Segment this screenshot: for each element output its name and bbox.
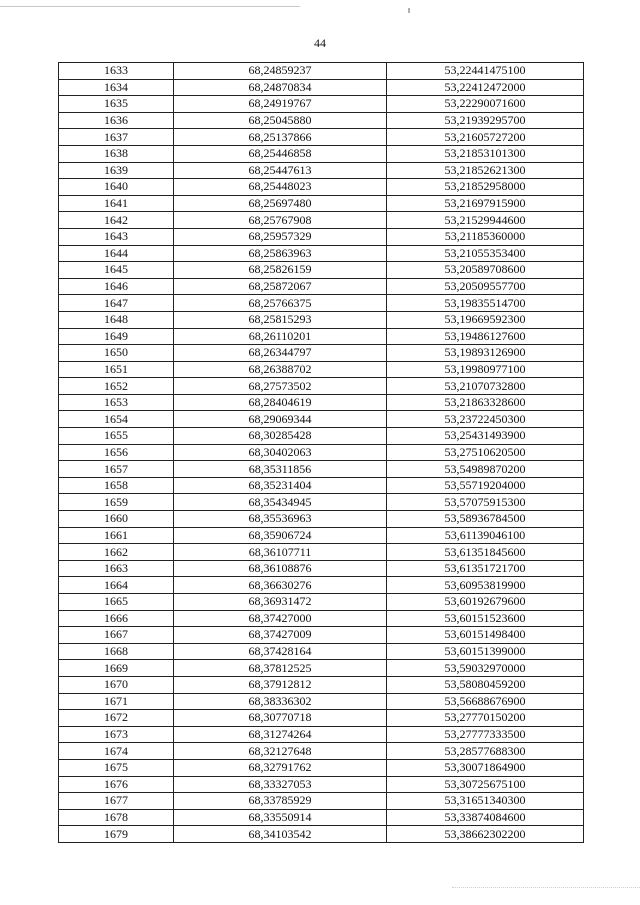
table-row [59,544,584,561]
table-row [59,311,584,328]
coordinate-x-cell: 68,30402063 [174,444,387,461]
table-row [59,710,584,727]
coordinate-x-cell: 68,24919767 [174,96,387,113]
point-number-cell: 1658 [59,477,174,494]
table-row [59,228,584,245]
table-row [59,212,584,229]
table-row [59,411,584,428]
point-number-cell: 1669 [59,660,174,677]
coordinates-table [58,62,584,843]
coordinate-x-cell: 68,25446858 [174,145,387,162]
table-row [59,444,584,461]
table-row [59,477,584,494]
coordinate-x-cell: 68,26388702 [174,361,387,378]
coordinate-y-cell: 53,21055353400 [387,245,584,262]
coordinate-y-cell: 53,27777333500 [387,726,584,743]
coordinate-y-cell: 53,22412472000 [387,79,584,96]
point-number-cell: 1638 [59,145,174,162]
coordinate-y-cell: 53,55719204000 [387,477,584,494]
table-row [59,394,584,411]
table-row [59,726,584,743]
coordinate-y-cell: 53,28577688300 [387,743,584,760]
coordinate-x-cell: 68,25766375 [174,295,387,312]
table-row [59,145,584,162]
coordinate-x-cell: 68,25863963 [174,245,387,262]
coordinate-y-cell: 53,61351845600 [387,544,584,561]
point-number-cell: 1670 [59,676,174,693]
coordinate-x-cell: 68,25815293 [174,311,387,328]
point-number-cell: 1647 [59,295,174,312]
table-row [59,660,584,677]
coordinate-y-cell: 53,60151523600 [387,610,584,627]
coordinate-y-cell: 53,21939295700 [387,112,584,129]
coordinate-x-cell: 68,36931472 [174,594,387,611]
coordinate-x-cell: 68,36630276 [174,577,387,594]
point-number-cell: 1675 [59,759,174,776]
point-number-cell: 1666 [59,610,174,627]
point-number-cell: 1665 [59,594,174,611]
table-row [59,328,584,345]
point-number-cell: 1664 [59,577,174,594]
coordinate-y-cell: 53,30725675100 [387,776,584,793]
coordinate-y-cell: 53,21863328600 [387,394,584,411]
coordinate-y-cell: 53,21529944600 [387,212,584,229]
point-number-cell: 1641 [59,195,174,212]
coordinate-y-cell: 53,19893126900 [387,345,584,362]
coordinate-x-cell: 68,36108876 [174,560,387,577]
coordinate-y-cell: 53,58936784500 [387,511,584,528]
coordinates-table-body [59,63,584,843]
coordinate-y-cell: 53,61139046100 [387,527,584,544]
coordinate-x-cell: 68,37428164 [174,643,387,660]
table-row [59,361,584,378]
coordinate-x-cell: 68,30285428 [174,428,387,445]
coordinate-x-cell: 68,36107711 [174,544,387,561]
point-number-cell: 1637 [59,129,174,146]
coordinate-y-cell: 53,59032970000 [387,660,584,677]
coordinate-y-cell: 53,19835514700 [387,295,584,312]
table-row [59,793,584,810]
point-number-cell: 1673 [59,726,174,743]
coordinate-y-cell: 53,21605727200 [387,129,584,146]
point-number-cell: 1677 [59,793,174,810]
coordinate-x-cell: 68,38336302 [174,693,387,710]
point-number-cell: 1679 [59,826,174,843]
point-number-cell: 1676 [59,776,174,793]
coordinate-y-cell: 53,20509557700 [387,278,584,295]
coordinate-x-cell: 68,25957329 [174,228,387,245]
coordinate-y-cell: 53,27770150200 [387,710,584,727]
coordinate-y-cell: 53,21852621300 [387,162,584,179]
coordinate-y-cell: 53,22290071600 [387,96,584,113]
table-row [59,759,584,776]
point-number-cell: 1633 [59,63,174,80]
table-row [59,743,584,760]
point-number-cell: 1659 [59,494,174,511]
table-row [59,245,584,262]
coordinate-y-cell: 53,19669592300 [387,311,584,328]
point-number-cell: 1636 [59,112,174,129]
point-number-cell: 1655 [59,428,174,445]
point-number-cell: 1653 [59,394,174,411]
table-row [59,278,584,295]
coordinate-x-cell: 68,35906724 [174,527,387,544]
coordinate-y-cell: 53,60953819900 [387,577,584,594]
point-number-cell: 1660 [59,511,174,528]
coordinate-x-cell: 68,32791762 [174,759,387,776]
coordinate-x-cell: 68,25045880 [174,112,387,129]
table-row [59,627,584,644]
coordinate-x-cell: 68,29069344 [174,411,387,428]
table-row [59,129,584,146]
table-row [59,594,584,611]
table-row [59,610,584,627]
point-number-cell: 1640 [59,179,174,196]
coordinate-x-cell: 68,30770718 [174,710,387,727]
table-row [59,345,584,362]
point-number-cell: 1671 [59,693,174,710]
coordinate-y-cell: 53,30071864900 [387,759,584,776]
coordinate-y-cell: 53,60192679600 [387,594,584,611]
table-row [59,112,584,129]
point-number-cell: 1663 [59,560,174,577]
point-number-cell: 1634 [59,79,174,96]
point-number-cell: 1649 [59,328,174,345]
coordinate-y-cell: 53,27510620500 [387,444,584,461]
coordinate-x-cell: 68,24870834 [174,79,387,96]
table-row [59,428,584,445]
point-number-cell: 1635 [59,96,174,113]
scan-mark [408,8,410,13]
coordinate-x-cell: 68,26344797 [174,345,387,362]
coordinate-x-cell: 68,28404619 [174,394,387,411]
table-row [59,378,584,395]
coordinate-y-cell: 53,57075915300 [387,494,584,511]
table-row [59,494,584,511]
point-number-cell: 1662 [59,544,174,561]
point-number-cell: 1652 [59,378,174,395]
point-number-cell: 1672 [59,710,174,727]
coordinate-y-cell: 53,19486127600 [387,328,584,345]
coordinate-x-cell: 68,25872067 [174,278,387,295]
point-number-cell: 1668 [59,643,174,660]
coordinate-x-cell: 68,37812525 [174,660,387,677]
coordinate-y-cell: 53,31651340300 [387,793,584,810]
point-number-cell: 1644 [59,245,174,262]
point-number-cell: 1646 [59,278,174,295]
table-row [59,511,584,528]
coordinate-y-cell: 53,21185360000 [387,228,584,245]
table-row [59,63,584,80]
coordinate-x-cell: 68,27573502 [174,378,387,395]
point-number-cell: 1657 [59,461,174,478]
coordinate-x-cell: 68,25826159 [174,262,387,279]
coordinate-y-cell: 53,21697915900 [387,195,584,212]
coordinate-x-cell: 68,25447613 [174,162,387,179]
table-row [59,560,584,577]
coordinate-y-cell: 53,22441475100 [387,63,584,80]
coordinate-y-cell: 53,20589708600 [387,262,584,279]
coordinate-y-cell: 53,21853101300 [387,145,584,162]
coordinate-x-cell: 68,34103542 [174,826,387,843]
table-row [59,826,584,843]
point-number-cell: 1645 [59,262,174,279]
table-row [59,262,584,279]
coordinate-x-cell: 68,25448023 [174,179,387,196]
table-row [59,776,584,793]
coordinate-x-cell: 68,33550914 [174,809,387,826]
point-number-cell: 1656 [59,444,174,461]
coordinate-y-cell: 53,61351721700 [387,560,584,577]
coordinate-x-cell: 68,33785929 [174,793,387,810]
point-number-cell: 1650 [59,345,174,362]
point-number-cell: 1654 [59,411,174,428]
coordinate-y-cell: 53,21852958000 [387,179,584,196]
table-row [59,179,584,196]
table-row [59,676,584,693]
table-row [59,693,584,710]
coordinate-y-cell: 53,38662302200 [387,826,584,843]
coordinate-y-cell: 53,21070732800 [387,378,584,395]
coordinate-x-cell: 68,26110201 [174,328,387,345]
coordinate-y-cell: 53,33874084600 [387,809,584,826]
scan-edge-line [0,6,300,7]
point-number-cell: 1639 [59,162,174,179]
coordinate-x-cell: 68,32127648 [174,743,387,760]
coordinate-x-cell: 68,25137866 [174,129,387,146]
coordinate-y-cell: 53,56688676900 [387,693,584,710]
table-row [59,96,584,113]
table-row [59,79,584,96]
point-number-cell: 1667 [59,627,174,644]
coordinate-x-cell: 68,37427009 [174,627,387,644]
point-number-cell: 1678 [59,809,174,826]
table-row [59,577,584,594]
point-number-cell: 1661 [59,527,174,544]
table-row [59,809,584,826]
point-number-cell: 1642 [59,212,174,229]
point-number-cell: 1648 [59,311,174,328]
coordinate-y-cell: 53,25431493900 [387,428,584,445]
coordinate-x-cell: 68,35434945 [174,494,387,511]
coordinate-x-cell: 68,33327053 [174,776,387,793]
coordinate-y-cell: 53,58080459200 [387,676,584,693]
coordinate-y-cell: 53,19980977100 [387,361,584,378]
point-number-cell: 1643 [59,228,174,245]
table-row [59,643,584,660]
coordinate-y-cell: 53,54989870200 [387,461,584,478]
coordinate-x-cell: 68,35536963 [174,511,387,528]
coordinate-x-cell: 68,37427000 [174,610,387,627]
table-row [59,527,584,544]
coordinate-x-cell: 68,25697480 [174,195,387,212]
coordinate-x-cell: 68,24859237 [174,63,387,80]
point-number-cell: 1674 [59,743,174,760]
coordinate-x-cell: 68,31274264 [174,726,387,743]
table-row [59,162,584,179]
coordinate-x-cell: 68,35311856 [174,461,387,478]
table-row [59,195,584,212]
table-row [59,295,584,312]
coordinate-y-cell: 53,60151399000 [387,643,584,660]
table-row [59,461,584,478]
coordinate-x-cell: 68,25767908 [174,212,387,229]
point-number-cell: 1651 [59,361,174,378]
page-number: 44 [314,36,326,50]
coordinate-x-cell: 68,35231404 [174,477,387,494]
coordinate-x-cell: 68,37912812 [174,676,387,693]
scan-edge-line-bottom [452,887,640,888]
coordinate-y-cell: 53,23722450300 [387,411,584,428]
coordinate-y-cell: 53,60151498400 [387,627,584,644]
